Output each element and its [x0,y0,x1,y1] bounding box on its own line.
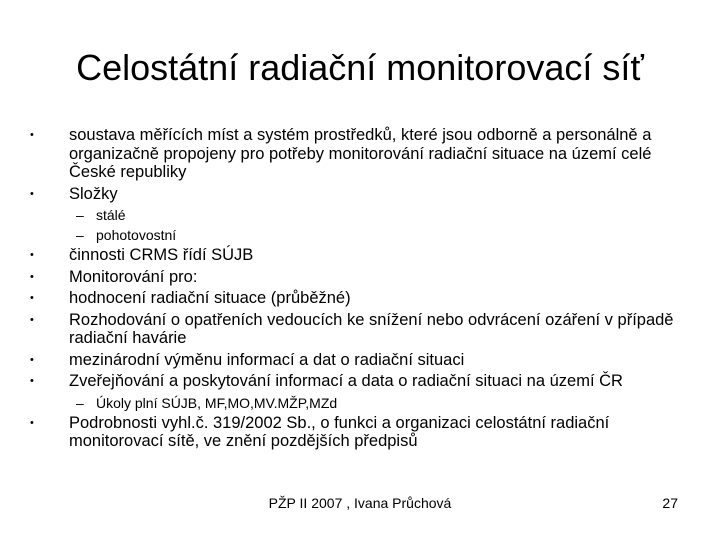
bullet-icon: • [30,270,34,283]
list-item [30,185,680,204]
bullet-icon: • [30,249,34,261]
dash-icon: – [76,394,84,411]
sub-list-item [30,394,680,412]
sub-list-item [30,226,680,244]
bullet-list [30,126,680,454]
footer-author: PŽP II 2007 , Ivana Průchová [268,495,452,511]
sub-item-text: Úkoly plní SÚJB, MF,MO,MV.MŽP,MZd [96,394,338,411]
list-item [30,126,680,182]
list-item [30,351,680,370]
item-text: hodnocení radiační situace (průběžné) [69,289,351,307]
bullet-icon: • [30,416,34,429]
list-item [30,246,680,265]
sub-item-text: pohotovostní [96,227,177,243]
list-item [30,311,680,348]
sub-item-text: stálé [96,207,126,223]
item-text: Zveřejňování a poskytování informací a data o radiační situaci na území ČR [69,372,623,390]
item-text: Rozhodování o opatřeních vedoucích ke snížení nebo odvrácení ozáření v případě radiační havárie [69,310,674,347]
item-text: Monitorování pro: [69,267,198,286]
dash-icon: – [76,207,84,223]
bullet-icon: • [30,375,34,387]
bullet-icon: • [30,187,34,200]
list-item [30,414,680,451]
item-text: činnosti CRMS řídí SÚJB [69,246,254,264]
list-item [30,372,680,391]
item-text: Složky [69,184,118,203]
slide-title: Celostátní radiační monitorovací síť [76,47,644,88]
list-item [30,268,680,287]
bullet-icon: • [30,313,34,326]
page-number: 27 [662,495,678,511]
dash-icon: – [76,227,84,243]
item-text: Podrobnosti vyhl.č. 319/2002 Sb., o funkci a organizaci celostátní radiační monitorovací sítě, ve znění pozdějších předpisů [69,413,610,450]
sub-list-item [30,206,680,224]
item-text: mezinárodní výměnu informací a dat o radiační situaci [69,350,465,369]
bullet-icon: • [30,353,34,366]
bullet-icon: • [30,292,34,304]
bullet-icon: • [30,129,34,141]
list-item [30,289,680,308]
item-text: soustava měřících míst a systém prostředků, které jsou odborně a personálně a organizačně propojeny pro potřeby monitorování radiační situace na území celé České republiky [69,126,652,181]
